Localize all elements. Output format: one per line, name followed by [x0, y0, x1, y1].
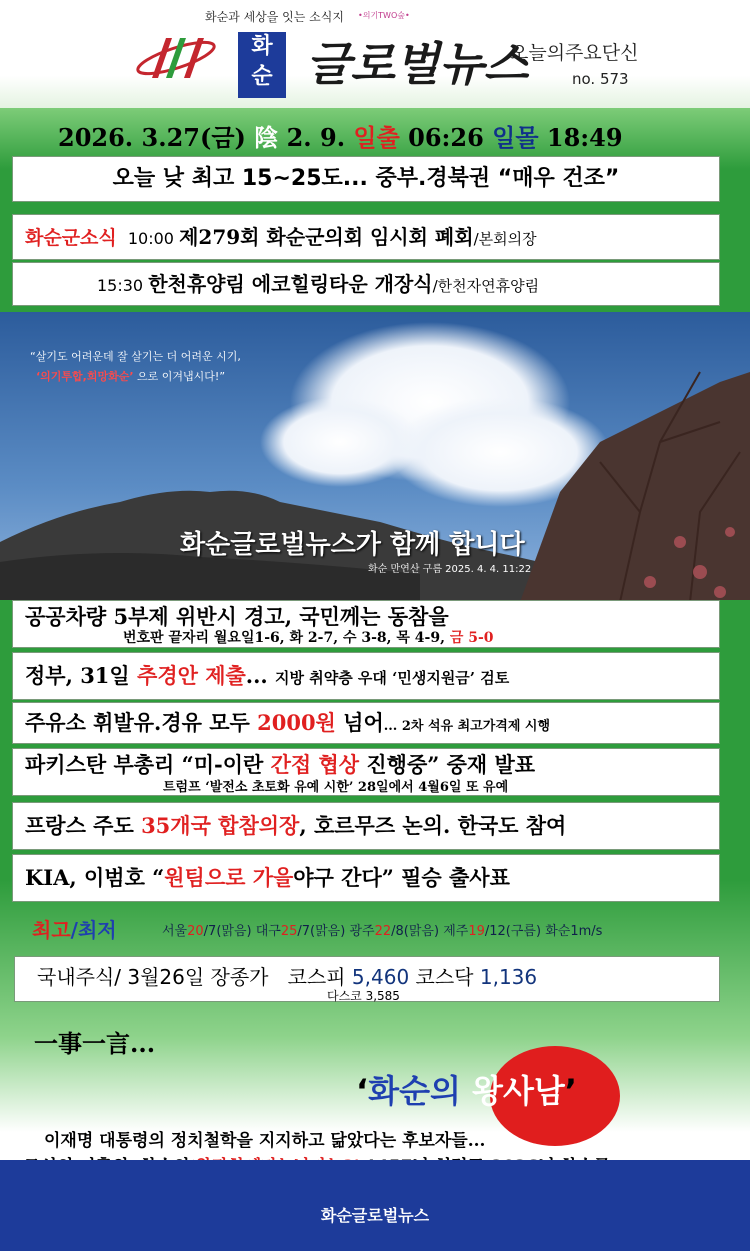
photo-caption-main: 화순글로벌뉴스가 함께 합니다	[180, 530, 525, 560]
ilsa-quote-open: ‘	[356, 1072, 369, 1110]
brand-script-text: 글로벌뉴스	[306, 37, 529, 91]
temp-city: 대구	[255, 924, 281, 939]
news-3-small: ... 2차 석유 최고가격제 시행	[383, 719, 551, 734]
temp-rest: /8(맑음)	[391, 924, 440, 939]
news-1-sub-red: 금 5-0	[449, 630, 494, 646]
county-news-time-1: 10:00	[127, 229, 174, 248]
temp-hi: 20	[187, 924, 204, 939]
temp-city: 제주	[443, 924, 469, 939]
county-news-row-2	[12, 262, 720, 306]
date-text: 2026. 3.27(금)	[58, 123, 246, 152]
temps-label-hi: 최고	[32, 918, 71, 942]
news-2-small: 지방 취약층 우대 ‘민생지원금’ 검토	[275, 669, 510, 687]
news-6-b: 야구 간다” 필승 출사표	[293, 865, 510, 890]
kospi-label: 코스피	[287, 965, 346, 989]
kosdaq-label: 코스닥	[415, 965, 474, 989]
news-item-2	[12, 652, 720, 700]
news-4-sub: 트럼프 ‘발전소 초토화 유예 시한’ 28일에서 4월6일 또 유예	[163, 780, 509, 795]
county-news-title-1: 제279회 화순군의회 임시회 폐회	[179, 225, 474, 249]
ilsa-line-1: 이재명 대통령의 정치철학을 지지하고 닮았다는 후보자들...	[44, 1131, 486, 1151]
news-1-sub	[123, 627, 494, 647]
temp-hi: 22	[374, 924, 392, 939]
news-1-sub-text: 번호판 끝자리 월요일1-6, 화 2-7, 수 3-8, 목 4-9,	[123, 630, 445, 646]
ilsa-phrase-circle: 왕사남	[472, 1072, 565, 1110]
news-2-a: 정부, 31일	[25, 663, 130, 688]
news-3-b: 넘어	[343, 710, 384, 735]
news-item-6	[12, 854, 720, 902]
brand-logo-icon	[132, 30, 220, 86]
news-3-a: 주유소 휘발유.경유 모두	[25, 710, 250, 735]
photo-quote-highlight: ‘의기투합,희망화순’	[36, 370, 134, 383]
sunset-time: 18:49	[546, 123, 623, 152]
lunar-date: 2. 9.	[286, 123, 346, 152]
ilsa-title: 一事一言...	[34, 1029, 156, 1058]
stock-label: 국내주식/ 3월26일 장종가	[37, 965, 269, 989]
news-4-title	[25, 749, 535, 779]
sunrise-label: 일출	[353, 123, 400, 152]
news-item-4	[12, 748, 720, 796]
temp-wind: 화순1m/s	[545, 924, 603, 939]
county-news-time-2: 15:30	[97, 276, 144, 295]
news-3-red: 2000원	[257, 710, 336, 735]
lunar-label: 陰	[254, 123, 279, 152]
kosdaq-value: 1,136	[479, 965, 538, 989]
county-news-label: 화순군소식	[25, 227, 117, 249]
news-4-a: 파키스탄 부총리 “미-이란	[25, 752, 264, 777]
county-news-row-1	[12, 214, 720, 260]
hwasun-char-1: 화	[251, 34, 273, 59]
stock-box	[14, 956, 720, 1002]
news-4-red: 간접 협상	[270, 752, 360, 777]
news-1-title: 공공차량 5부제 위반시 경고, 국민께는 동참을	[25, 604, 449, 629]
date-bar	[58, 118, 623, 153]
news-5-b: , 호르무즈 논의. 한국도 참여	[299, 813, 567, 838]
footer-title: 화순글로벌뉴스	[320, 1206, 430, 1225]
today-news-title: 오늘의주요단신	[510, 42, 639, 64]
county-news-title-2: 한천휴양림 에코힐링타운 개장식	[148, 272, 433, 296]
news-5-red: 35개국 합참의장	[141, 813, 300, 838]
news-2-b: ...	[245, 663, 268, 688]
kospi-value: 5,460	[351, 965, 410, 989]
ilsa-phrase	[356, 1066, 577, 1112]
county-news-place-2: /한천자연휴양림	[432, 277, 540, 295]
news-6-red: 원팀으로 가을	[164, 865, 294, 890]
ilsa-quote-close: ’	[564, 1072, 577, 1110]
news-4-b: 진행중” 중재 발표	[366, 752, 536, 777]
brand-script-logo	[306, 28, 529, 98]
header-slogan: 화순과 세상을 잇는 소식지	[205, 10, 344, 24]
sunset-label: 일몰	[492, 123, 539, 152]
news-item-3	[12, 702, 720, 744]
temp-rest: /7(맑음)	[203, 924, 252, 939]
photo-quote-line-1: “살기도 어려운데 잘 살기는 더 어려운 시기,	[30, 350, 241, 363]
issue-number: no. 573	[572, 70, 629, 88]
temps-list	[162, 920, 602, 939]
news-2-red: 추경안 제출	[137, 663, 246, 688]
photo-caption-sub: 화순 만연산 구름 2025. 4. 4. 11:22	[368, 564, 532, 575]
news-6-a: KIA, 이범호 “	[25, 865, 165, 890]
temp-rest: /7(맑음)	[297, 924, 346, 939]
temp-city: 서울	[162, 924, 188, 939]
temps-label	[32, 914, 117, 943]
sunrise-time: 06:26	[408, 123, 484, 152]
header-slogan-mini: •의기TWO숲•	[358, 11, 410, 20]
hwasun-char-2: 순	[251, 64, 273, 89]
weather-headline: 오늘 낮 최고 15~25도... 중부.경북권 “매우 건조”	[12, 156, 720, 202]
photo-quote-line-2	[36, 368, 225, 384]
ilsa-phrase-blue: 화순의	[368, 1072, 461, 1110]
temp-hi: 19	[468, 924, 485, 939]
temps-label-slash: /	[70, 918, 78, 942]
news-item-1	[12, 600, 720, 648]
stock-line	[37, 961, 537, 990]
nasdaq: 다스코 3,585	[327, 989, 400, 1003]
news-5-a: 프랑스 주도	[25, 813, 134, 838]
hwasun-box	[238, 32, 286, 98]
temps-label-lo: 최저	[77, 918, 117, 942]
news-item-5	[12, 802, 720, 850]
county-news-place-1: /본회의장	[473, 230, 537, 248]
temp-hi: 25	[280, 924, 298, 939]
temp-rest: /12(구름)	[484, 924, 542, 939]
photo-quote-rest: 으로 이겨냅시다!”	[137, 370, 226, 383]
temp-city: 광주	[349, 924, 375, 939]
